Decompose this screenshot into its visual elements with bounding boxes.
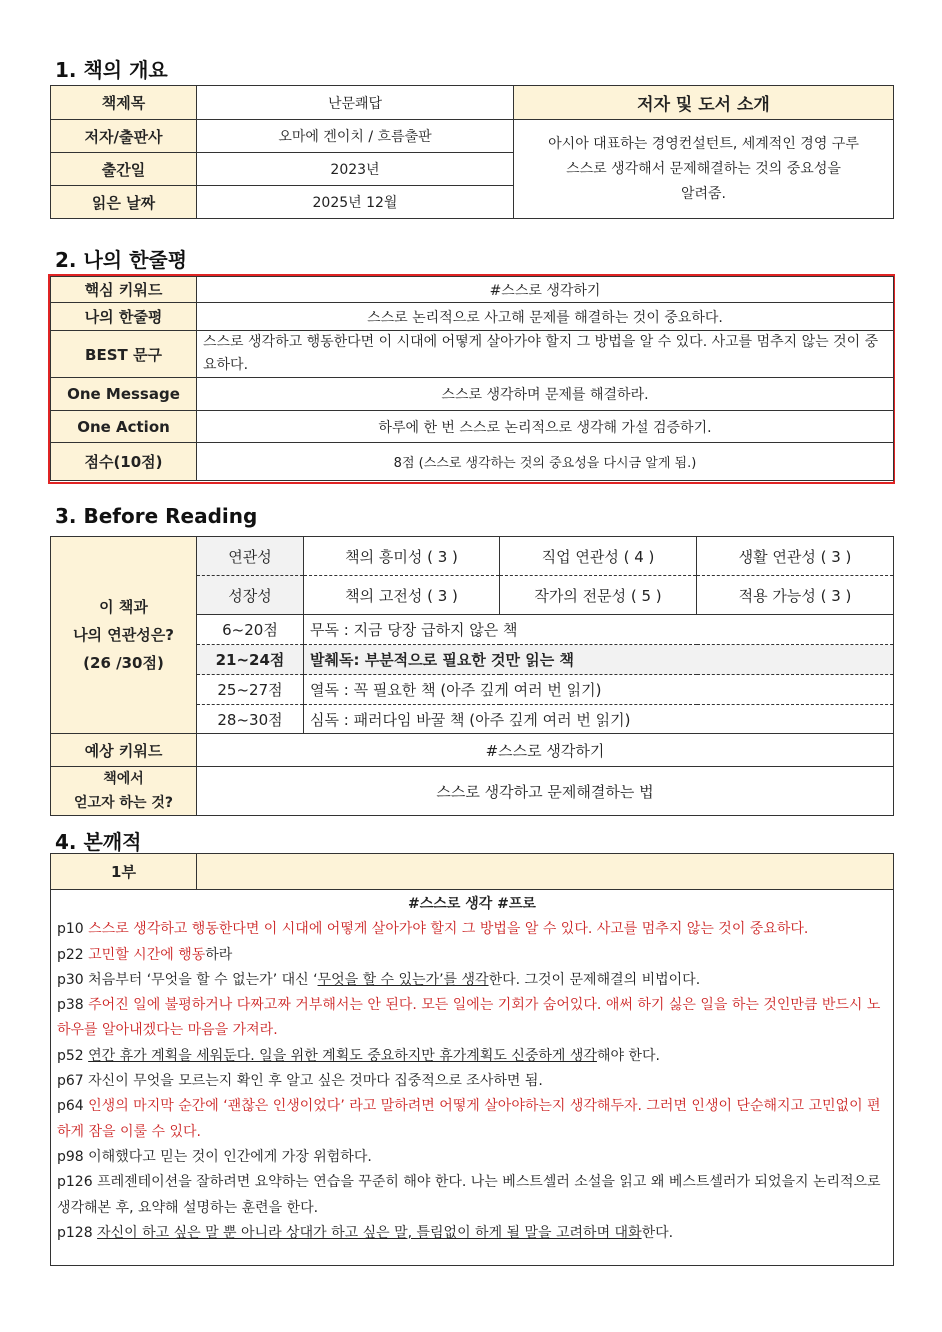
notes-tags: #스스로 생각 #프로 (408, 896, 536, 912)
relevance-label: 연관성 (197, 537, 304, 576)
review-table (50, 276, 894, 481)
readdate-value: 2025년 12월 (197, 186, 514, 219)
note-p126: p126 프레젠테이션을 잘하려면 요약하는 연습을 꾸준히 해야 한다. 나는 베스트셀러 소설을 읽고 왜 베스트셀러가 되었을지 논리적으로 생각해본 후, 요약해 설명하는 훈련을 한다. (57, 1174, 881, 1216)
expected-keyword-label: 예상 키워드 (51, 734, 197, 767)
interest-score: 책의 흥미성 ( 3 ) (304, 537, 500, 576)
pubdate-value: 2023년 (197, 153, 514, 186)
section-3-heading: 3. Before Reading (55, 504, 258, 528)
range-3-desc: 열독 : 꼭 필요한 책 (아주 깊게 여러 번 읽기) (304, 675, 894, 705)
job-relevance-score: 직업 연관성 ( 4 ) (500, 537, 697, 576)
range-4-desc: 심독 : 패러다임 바꿀 책 (아주 깊게 여러 번 읽기) (304, 705, 894, 734)
note-p22: p22 고민할 시간에 행동하라 (57, 946, 233, 963)
oneline-value: 스스로 논리적으로 사고해 문제를 해결하는 것이 중요하다. (197, 303, 894, 331)
expertise-score: 작가의 전문성 ( 5 ) (500, 576, 697, 615)
notes-body (51, 890, 894, 1266)
relation-label: 이 책과 나의 연관성은? (26 /30점) (51, 537, 197, 734)
note-p128: p128 자신이 하고 싶은 말 뿐 아니라 상대가 하고 싶은 말, 틀림없이 하게 될 말을 고려하며 대화한다. (57, 1224, 674, 1241)
title-value: 난문쾌답 (197, 86, 514, 120)
section-1-heading: 1. 책의 개요 (55, 58, 168, 82)
action-label: One Action (51, 411, 197, 443)
message-label: One Message (51, 378, 197, 411)
note-p64: p64 인생의 마지막 순간에 ‘괜찮은 인생이었다’ 라고 말하려면 어떻게 살아야하는지 생각해두자. 그러면 인생이 단순해지고 고민없이 편하게 잠을 이룰 수 있다. (57, 1098, 881, 1140)
author-label: 저자/출판사 (51, 120, 197, 153)
action-value: 하루에 한 번 스스로 논리적으로 생각해 가설 검증하기. (197, 411, 894, 443)
growth-label: 성장성 (197, 576, 304, 615)
keyword-value: #스스로 생각하기 (197, 277, 894, 303)
note-p38: p38 주어진 일에 불평하거나 다짜고짜 거부해서는 안 된다. 모든 일에는 기회가 숨어있다. 애써 하기 싫은 일을 하는 것인만큼 반드시 노하우를 알아내겠다는 마음을 가져라. (57, 997, 881, 1039)
score-label: 점수(10점) (51, 443, 197, 481)
range-3: 25~27점 (197, 675, 304, 705)
note-p10: p10 스스로 생각하고 행동한다면 이 시대에 어떻게 살아가야 할지 그 방법을 알 수 있다. 사고를 멈추지 않는 것이 중요하다. (57, 921, 809, 938)
message-value: 스스로 생각하며 문제를 해결하라. (197, 378, 894, 411)
notes-table (50, 853, 894, 1266)
life-relevance-score: 생활 연관성 ( 3 ) (697, 537, 894, 576)
author-value: 오마에 겐이치 / 흐름출판 (197, 120, 514, 153)
part-title (197, 854, 894, 890)
note-p30: p30 처음부터 ‘무엇을 할 수 없는가’ 대신 ‘무엇을 할 수 있는가’를 생각한다. 그것이 문제해결의 비법이다. (57, 971, 701, 988)
intro-text: 아시아 대표하는 경영컨설턴트, 세계적인 경영 구루 스스로 생각해서 문제해결하는 것의 중요성을 알려줌. (514, 120, 894, 219)
note-p52: p52 연간 휴가 계획을 세워둔다. 일을 위한 계획도 중요하지만 휴가계획도 신중하게 생각해야 한다. (57, 1047, 660, 1064)
note-p98: p98 이해했다고 믿는 것이 인간에게 가장 위험하다. (57, 1148, 372, 1165)
section-4-heading: 4. 본깨적 (55, 830, 142, 854)
note-p67: p67 자신이 무엇을 모르는지 확인 후 알고 싶은 것마다 집중적으로 조사하면 됨. (57, 1073, 543, 1090)
applicability-score: 적용 가능성 ( 3 ) (697, 576, 894, 615)
range-2-desc: 발췌독: 부분적으로 필요한 것만 읽는 책 (304, 645, 894, 675)
range-2: 21~24점 (197, 645, 304, 675)
goal-value: 스스로 생각하고 문제해결하는 법 (197, 767, 894, 816)
title-label: 책제목 (51, 86, 197, 120)
section-2-heading: 2. 나의 한줄평 (55, 248, 188, 272)
score-value: 8점 (스스로 생각하는 것의 중요성을 다시금 알게 됨.) (197, 443, 894, 481)
range-1: 6~20점 (197, 615, 304, 645)
best-label: BEST 문구 (51, 331, 197, 378)
expected-keyword-value: #스스로 생각하기 (197, 734, 894, 767)
readdate-label: 읽은 날짜 (51, 186, 197, 219)
part-label: 1부 (51, 854, 197, 890)
range-4: 28~30점 (197, 705, 304, 734)
keyword-label: 핵심 키워드 (51, 277, 197, 303)
best-value: 스스로 생각하고 행동한다면 이 시대에 어떻게 살아가야 할지 그 방법을 알 수 있다. 사고를 멈추지 않는 것이 중요하다. (197, 331, 894, 378)
overview-table (50, 85, 894, 219)
range-1-desc: 무독 : 지금 당장 급하지 않은 책 (304, 615, 894, 645)
goal-label: 책에서 얻고자 하는 것? (51, 767, 197, 816)
classic-score: 책의 고전성 ( 3 ) (304, 576, 500, 615)
pubdate-label: 출간일 (51, 153, 197, 186)
oneline-label: 나의 한줄평 (51, 303, 197, 331)
intro-title: 저자 및 도서 소개 (514, 86, 894, 120)
before-reading-table (50, 536, 894, 816)
